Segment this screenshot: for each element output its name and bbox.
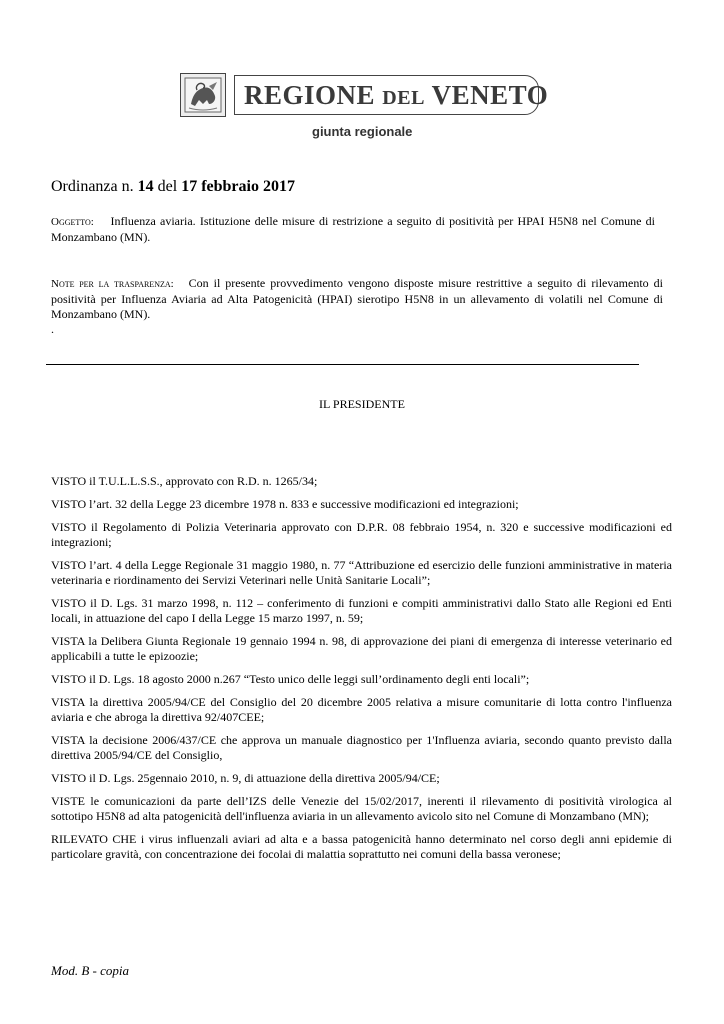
- region-logo: [180, 73, 549, 121]
- title-n-label: n.: [121, 178, 134, 195]
- president-heading: IL PRESIDENTE: [319, 397, 405, 411]
- recital-item: VISTO il D. Lgs. 31 marzo 1998, n. 112 – conferimento di funzioni e compiti amministrativi dallo Stato alle Regioni ed Enti locali, in attuazione del capo I della Legge 15 marzo 1997, n. 59;: [51, 596, 672, 625]
- recital-item: VISTA la direttiva 2005/94/CE del Consiglio del 20 dicembre 2005 relativa a misure comunitarie di lotta contro l'influenza aviaria e che abroga la direttiva 92/407CEE;: [51, 695, 672, 724]
- recital-item: VISTA la decisione 2006/437/CE che approva un manuale diagnostico per 1'Influenza aviaria, secondo quanto previsto dalla direttiva 2005/94/CE del Consiglio,: [51, 733, 672, 762]
- section-divider: [46, 364, 639, 365]
- footer-model-label: Mod. B - copia: [51, 963, 129, 978]
- recital-item: VISTO il D. Lgs. 25gennaio 2010, n. 9, di attuazione della direttiva 2005/94/CE;: [51, 771, 440, 785]
- recital-item: VISTO l’art. 4 della Legge Regionale 31 maggio 1980, n. 77 “Attribuzione ed esercizio delle funzioni amministrative in materia veterinaria e riordinamento dei Servizi Veterinari nelle Unità Sanitarie Locali”;: [51, 558, 672, 587]
- subject-label: Oggetto:: [51, 216, 94, 228]
- recitals-list: [51, 474, 672, 870]
- recital-item: VISTA la Delibera Giunta Regionale 19 gennaio 1994 n. 98, di approvazione dei piani di emergenza di interesse veterinario ed applicabili a tutte le epizoozie;: [51, 634, 672, 663]
- transparency-note-section: [51, 276, 663, 337]
- logo-text: [244, 80, 549, 111]
- transparency-note-label: Note per la trasparenza:: [51, 278, 174, 290]
- recital-item: RILEVATO CHE i virus influenzali aviari ad alta e a bassa patogenicità hanno determinato nel corso degli anni epidemie di particolare gravità, con concentrazione dei focolai di malattia soprattutto nei comuni della bassa veronese;: [51, 832, 672, 861]
- recital-item: VISTO il T.U.L.L.S.S., approvato con R.D. n. 1265/34;: [51, 474, 318, 488]
- title-del-label: del: [157, 178, 178, 195]
- ordinance-title: [51, 178, 295, 196]
- lion-of-st-mark-icon: [180, 73, 226, 117]
- title-label: Ordinanza: [51, 178, 118, 195]
- subject-text: Influenza aviaria. Istituzione delle misure di restrizione a seguito di positività per HPAI H5N8 nel Comune di Monzambano (MN).: [51, 214, 656, 244]
- recital-item: VISTO il Regolamento di Polizia Veterinaria approvato con D.P.R. 08 febbraio 1954, n. 320 e successive modificazioni ed integrazioni;: [51, 520, 672, 549]
- logo-word-veneto: VENETO: [431, 80, 549, 110]
- transparency-note-text: Con il presente provvedimento vengono disposte misure restrittive a seguito di rilevamento di positività per Influenza Aviaria ad Alta Patogenicità (HPAI) sierotipo H5N8 in un allevamento di volatili nel Comune di Monzambano (MN).: [51, 276, 663, 321]
- recital-item: VISTE le comunicazioni da parte dell’IZS delle Venezie del 15/02/2017, inerenti il rilevamento di positività virologica al sottotipo H5N8 ad alta patogenicità dell'influenza aviaria in un allevamento avicolo sito nel Comune di Monzambano (MN);: [51, 794, 672, 823]
- logo-subtitle: giunta regionale: [312, 124, 413, 139]
- subject-section: [51, 214, 655, 245]
- ordinance-number: 14: [137, 178, 154, 195]
- recital-item: VISTO l’art. 32 della Legge 23 dicembre 1978 n. 833 e successive modificazioni ed integrazioni;: [51, 497, 519, 511]
- recital-item: VISTO il D. Lgs. 18 agosto 2000 n.267 “Testo unico delle leggi sull’ordinamento degli enti locali”;: [51, 672, 530, 686]
- logo-word-regione: REGIONE: [244, 80, 376, 110]
- logo-word-del: DEL: [382, 87, 425, 109]
- transparency-note-trailing: .: [51, 322, 54, 336]
- ordinance-date: 17 febbraio 2017: [181, 178, 295, 195]
